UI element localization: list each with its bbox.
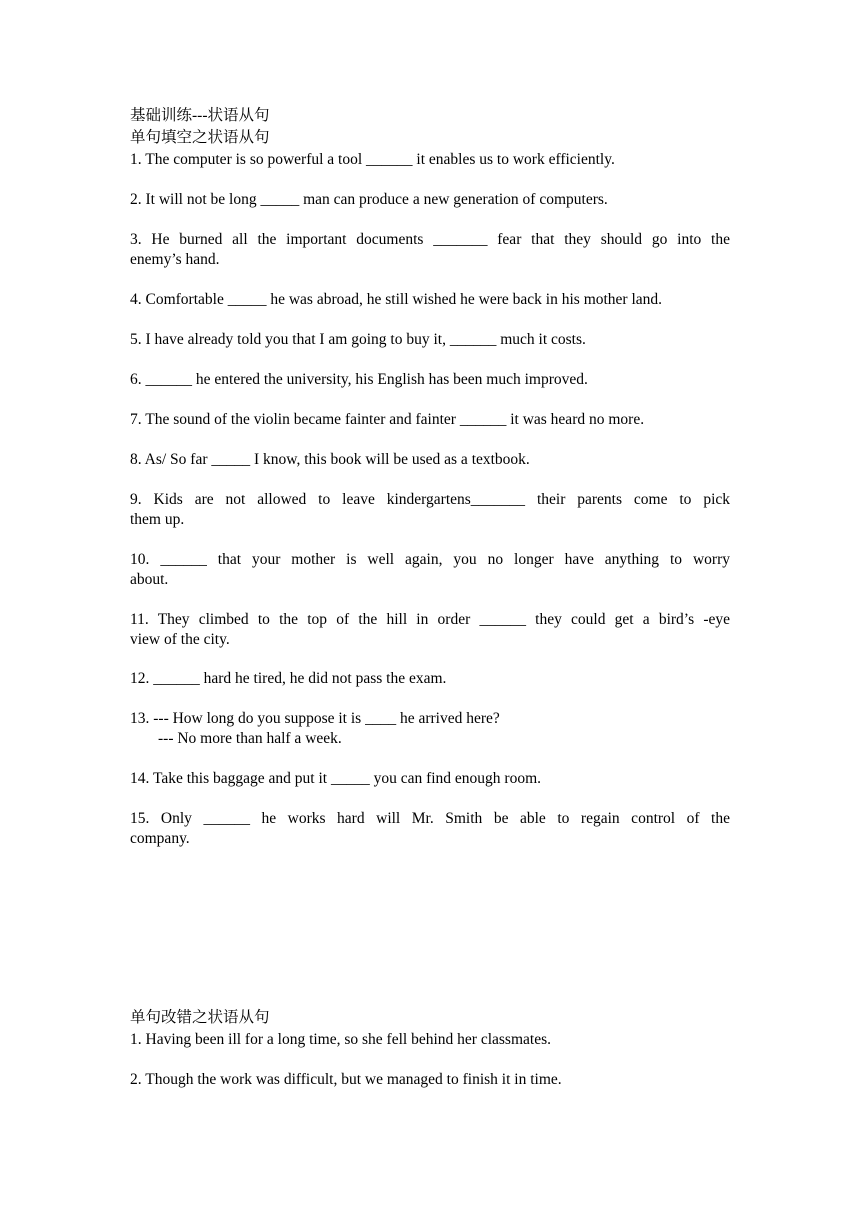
exercise-3-line-1: 3. He burned all the important documents _______ fear that they should go into the <box>130 231 730 248</box>
exercise-11-line-2: view of the city. <box>130 631 230 648</box>
section-heading-error-correction: 单句改错之状语从句 <box>130 1009 270 1026</box>
exercise-10-line-1: 10. ______ that your mother is well again, you no longer have anything to worry <box>130 551 730 568</box>
exercise-7: 7. The sound of the violin became fainter and fainter ______ it was heard no more. <box>130 411 645 428</box>
exercise-6: 6. ______ he entered the university, his English has been much improved. <box>130 371 588 388</box>
correction-1: 1. Having been ill for a long time, so she fell behind her classmates. <box>130 1031 551 1048</box>
exercise-13-question: 13. --- How long do you suppose it is ____ he arrived here? <box>130 710 500 727</box>
correction-2: 2. Though the work was difficult, but we managed to finish it in time. <box>130 1071 562 1088</box>
exercise-1: 1. The computer is so powerful a tool ______ it enables us to work efficiently. <box>130 151 615 168</box>
exercise-11-line-1: 11. They climbed to the top of the hill in order ______ they could get a bird’s -eye <box>130 611 730 628</box>
exercise-9-line-1: 9. Kids are not allowed to leave kindergartens_______ their parents come to pick <box>130 491 730 508</box>
exercise-12: 12. ______ hard he tired, he did not pass the exam. <box>130 670 447 687</box>
exercise-5: 5. I have already told you that I am going to buy it, ______ much it costs. <box>130 331 586 348</box>
exercise-3-line-2: enemy’s hand. <box>130 251 220 268</box>
worksheet-title: 基础训练---状语从句 <box>130 107 270 124</box>
exercise-9-line-2: them up. <box>130 511 185 528</box>
exercise-13-answer: --- No more than half a week. <box>158 730 342 747</box>
exercise-4: 4. Comfortable _____ he was abroad, he still wished he were back in his mother land. <box>130 291 663 308</box>
exercise-15-line-1: 15. Only ______ he works hard will Mr. Smith be able to regain control of the <box>130 810 730 827</box>
exercise-8: 8. As/ So far _____ I know, this book will be used as a textbook. <box>130 451 530 468</box>
section-heading-fill-in: 单句填空之状语从句 <box>130 129 270 146</box>
exercise-2: 2. It will not be long _____ man can produce a new generation of computers. <box>130 191 608 208</box>
exercise-15-line-2: company. <box>130 830 190 847</box>
exercise-10-line-2: about. <box>130 571 169 588</box>
exercise-14: 14. Take this baggage and put it _____ you can find enough room. <box>130 770 542 787</box>
